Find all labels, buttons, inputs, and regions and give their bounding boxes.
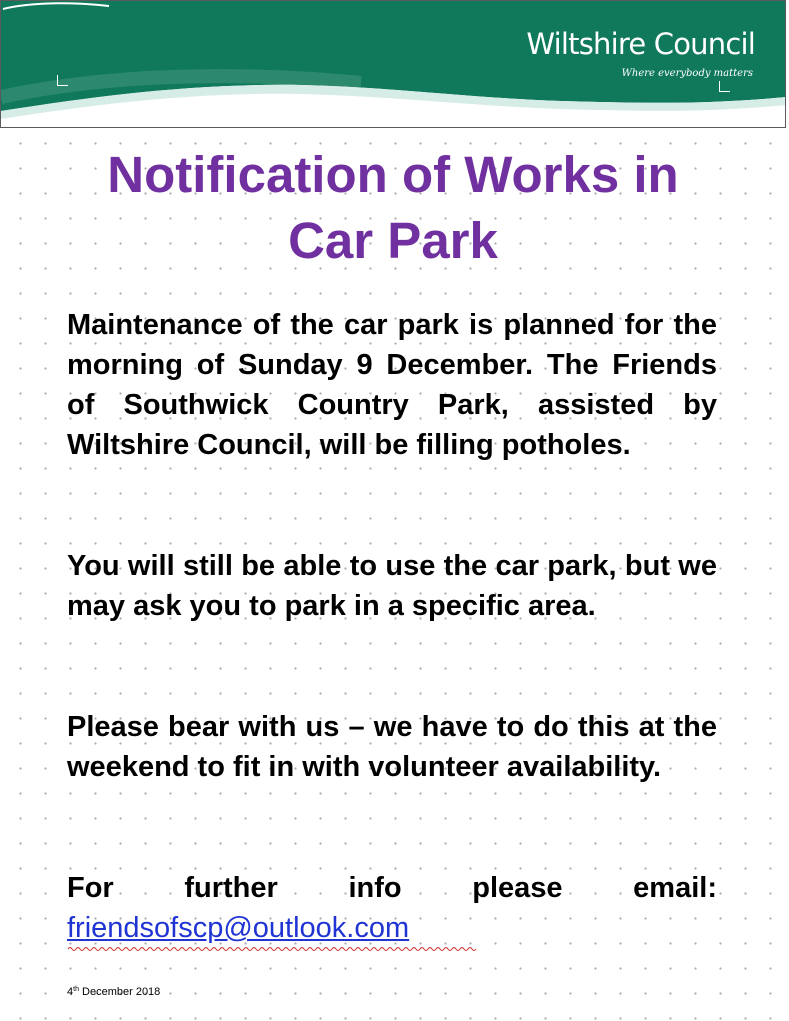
crop-mark-right <box>719 81 730 92</box>
crop-mark-left <box>57 75 68 86</box>
date-day: 4 <box>67 986 74 998</box>
parking-paragraph: You will still be able to use the car park, but we may ask you to park in a specific area. <box>67 550 717 622</box>
council-logo-name: Wiltshire Council <box>526 27 755 61</box>
maintenance-paragraph: Maintenance of the car park is planned for the morning of Sunday 9 December. The Friends of Southwick Country Park, assisted by Wiltshire Council, will be filling potholes. <box>67 309 717 461</box>
email-line <box>67 908 409 948</box>
notice-date <box>67 986 160 998</box>
council-logo-tagline: Where everybody matters <box>621 68 753 79</box>
date-month-year: December 2018 <box>78 986 161 998</box>
weekend-paragraph: Please bear with us – we have to do this at the weekend to fit in with volunteer availability. <box>67 711 717 783</box>
contact-paragraph: For further info please email: <box>67 872 717 904</box>
spellcheck-underline <box>68 946 478 952</box>
council-header-banner <box>0 0 786 128</box>
notice-title-line-1: Notification of Works in <box>107 146 679 203</box>
date-suffix: th <box>73 986 79 993</box>
logo-swoosh-icon <box>1 1 111 11</box>
email-link[interactable]: friendsofscp@outlook.com <box>67 912 410 944</box>
header-wave-graphic <box>1 1 786 128</box>
notice-title-line-2: Car Park <box>288 212 498 269</box>
notice-title <box>30 142 756 274</box>
